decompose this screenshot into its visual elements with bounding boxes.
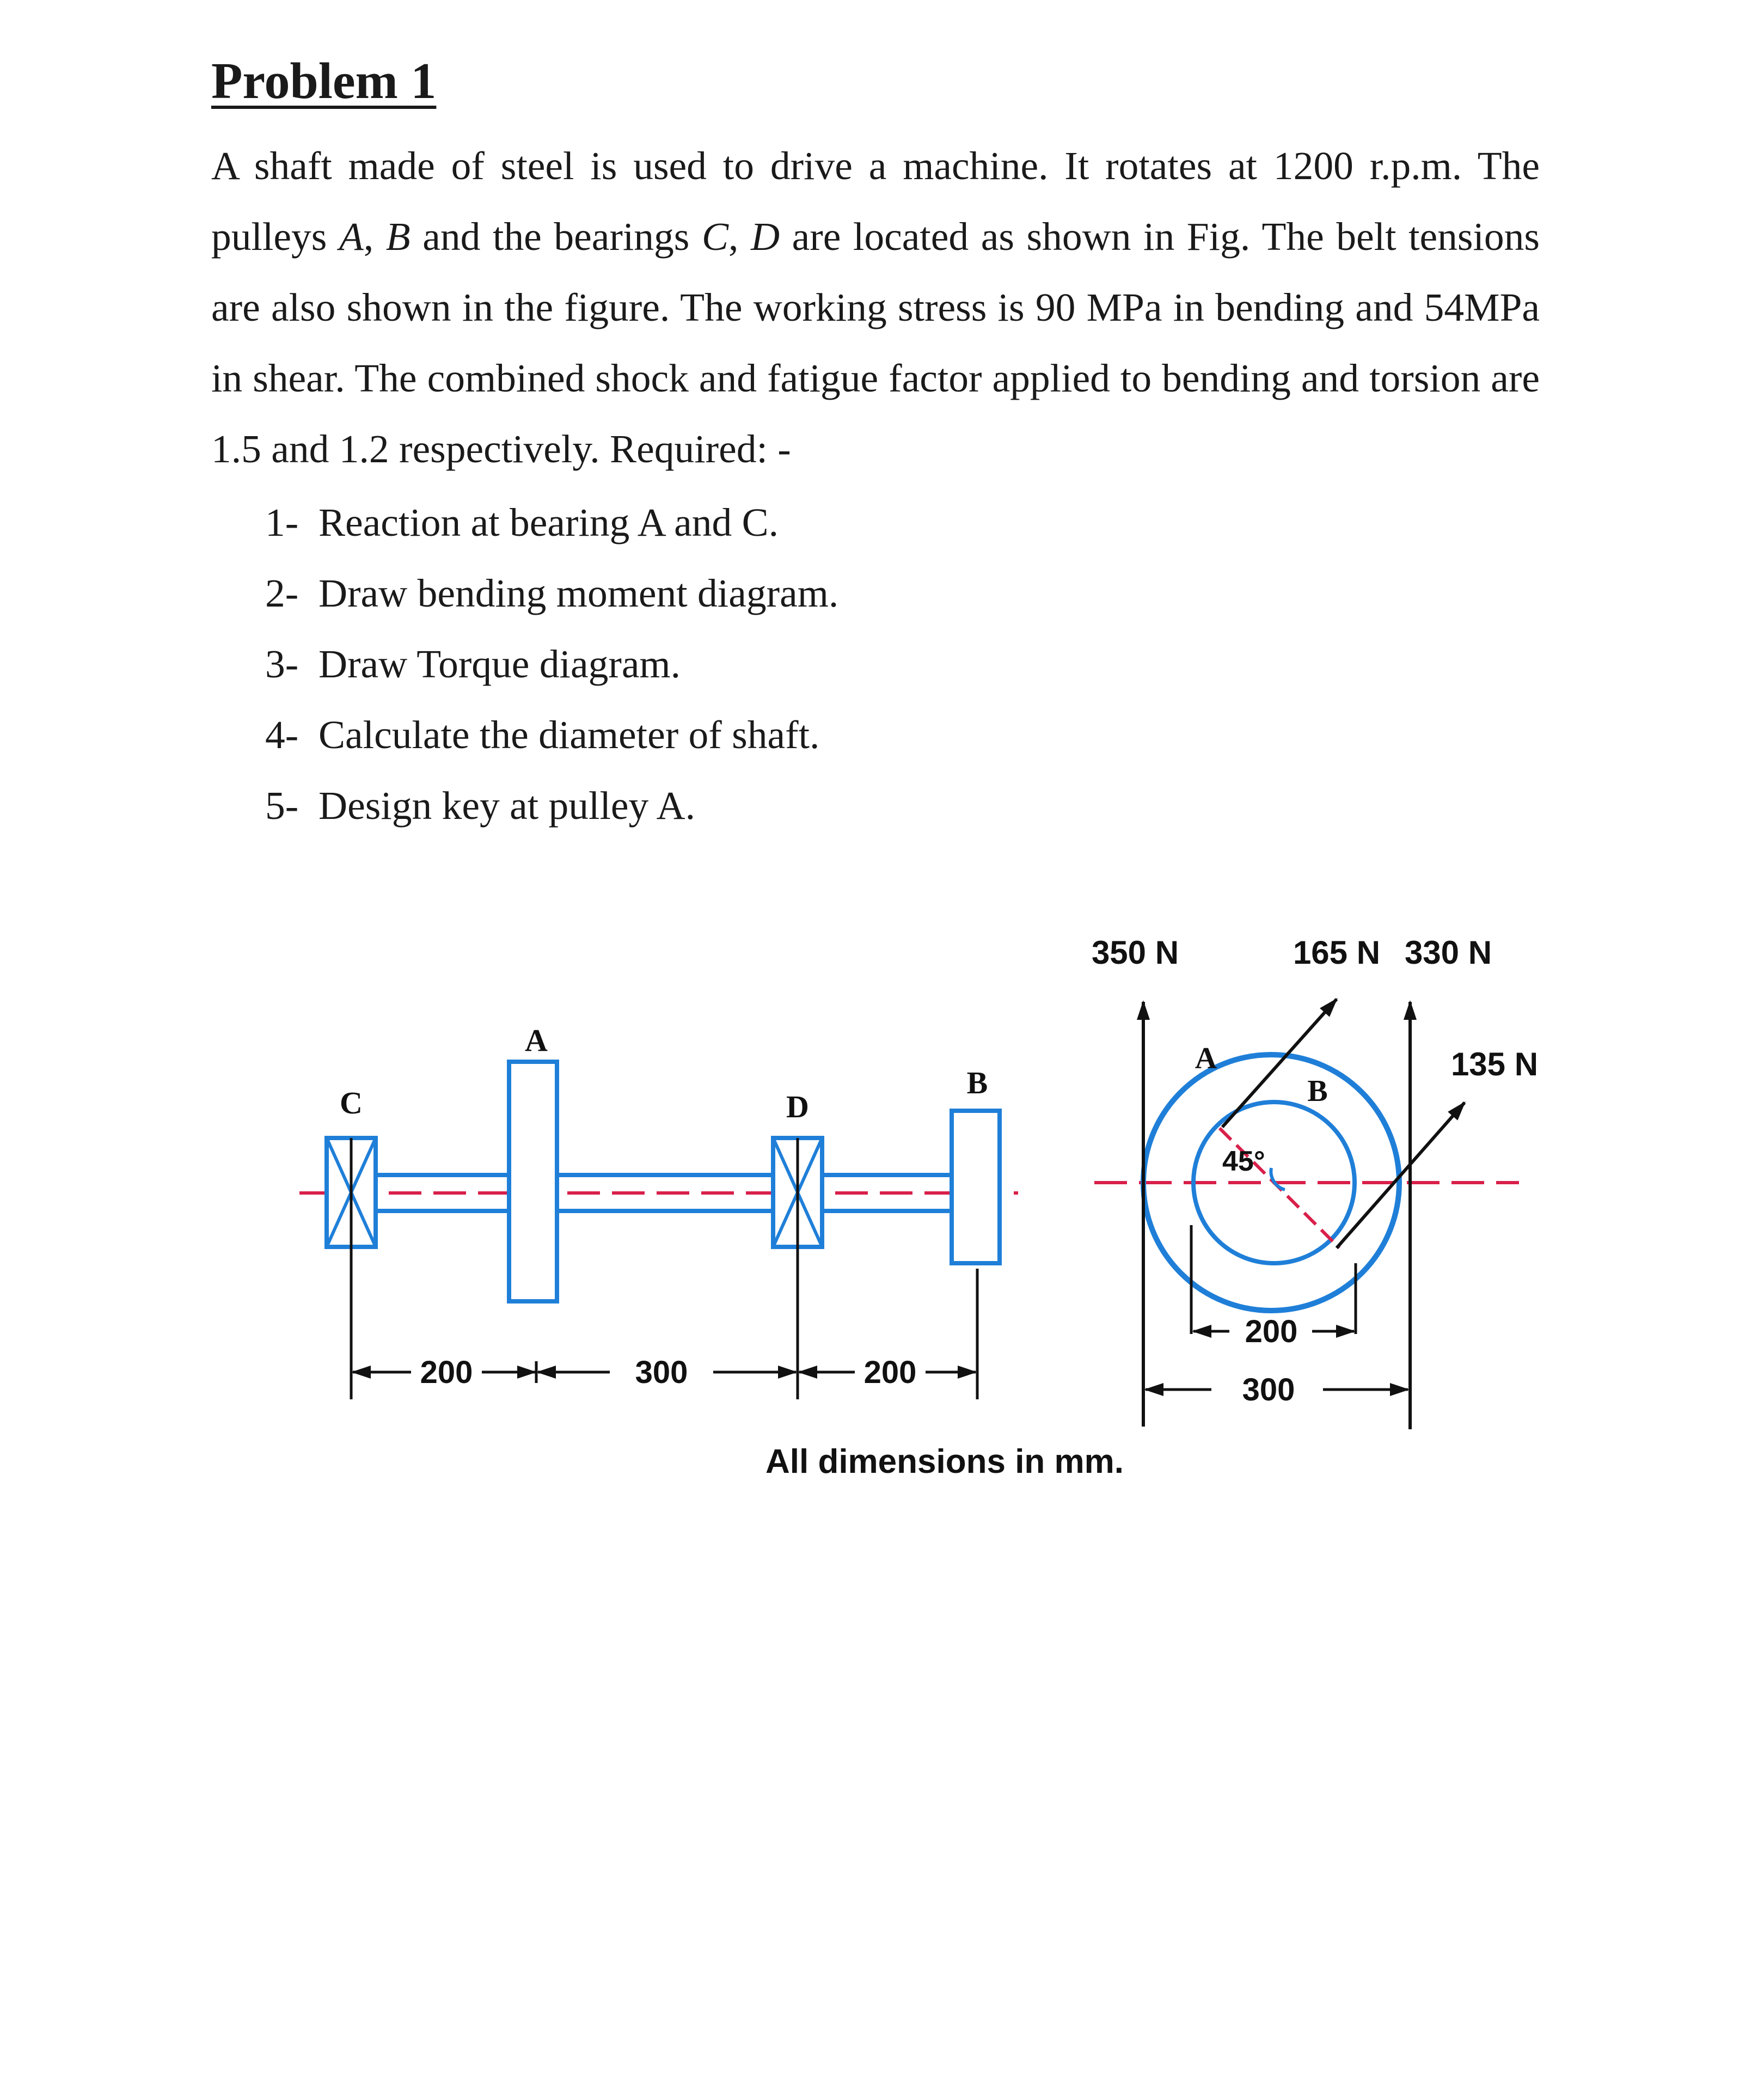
shaft-side-view (299, 1023, 1018, 1399)
label-pulley-a: A (525, 1023, 548, 1058)
pulley-a-circle (1143, 1055, 1399, 1311)
list-item (265, 558, 838, 629)
statement-sep-1: , (363, 215, 386, 259)
label-bearing-d: D (786, 1089, 809, 1124)
force-135 (1337, 1046, 1538, 1248)
end-view (1092, 934, 1538, 1429)
statement-symbol-b: B (385, 215, 411, 259)
requirements-list (265, 487, 838, 841)
dim-label: 200 (420, 1355, 473, 1390)
list-item-text: Reaction at bearing A and C. (318, 500, 779, 544)
figure-caption: All dimensions in mm. (765, 1443, 1124, 1480)
bearing-d (773, 1138, 822, 1247)
pulley-b (952, 1111, 1000, 1263)
list-item (265, 629, 838, 700)
bearing-c (327, 1138, 376, 1247)
list-item-text: Calculate the diameter of shaft. (318, 713, 820, 757)
label-pulley-b: B (966, 1065, 988, 1100)
dim-label: 200 (863, 1355, 917, 1390)
statement-text-2: and the bearings (410, 215, 702, 259)
list-item-text: Draw Torque diagram. (318, 642, 681, 686)
force-350 (1092, 934, 1179, 1427)
list-item (265, 487, 838, 558)
statement-text-1: A shaft made of steel is used to drive a machine. It rotates at 1200 r.p.m. The pulleys (211, 144, 1540, 259)
pulley-a (509, 1062, 557, 1301)
end-dimension-300 (1146, 1372, 1408, 1408)
end-dimension-200 (1193, 1314, 1354, 1349)
statement-symbol-d: D (750, 215, 780, 259)
list-item-text: Draw bending moment diagram. (318, 571, 839, 615)
dim-label: 200 (1245, 1314, 1298, 1349)
statement-text-3: are located as shown in Fig. The belt tensions are also shown in the figure. The working stress is 90 MPa in bending and 54MPa in shear. The combined shock and fatigue factor applied to bending and torsion are 1.5 and 1.2 respectively. Required: - (211, 215, 1540, 471)
statement-symbol-c: C (701, 215, 728, 259)
list-item-text: Design key at pulley A. (318, 784, 696, 828)
force-label: 135 N (1450, 1046, 1539, 1082)
shaft-figure (0, 893, 1764, 1508)
label-end-a: A (1195, 1042, 1217, 1075)
label-end-b: B (1307, 1074, 1328, 1108)
dimension-200-ca (353, 1355, 535, 1390)
label-angle: 45° (1222, 1146, 1265, 1177)
dim-label: 300 (1242, 1372, 1295, 1408)
dim-label: 300 (635, 1355, 688, 1390)
force-label: 165 N (1293, 934, 1381, 971)
force-label: 350 N (1091, 934, 1179, 971)
list-item (265, 770, 838, 841)
list-item-number: 4- (265, 713, 299, 757)
list-item-number: 3- (265, 642, 299, 686)
list-item-number: 1- (265, 500, 299, 544)
problem-statement (211, 131, 1540, 485)
statement-symbol-a: A (339, 215, 364, 259)
label-bearing-c: C (340, 1085, 363, 1121)
list-item (265, 700, 838, 770)
list-item-number: 5- (265, 784, 299, 828)
force-165 (1222, 934, 1380, 1127)
statement-sep-2: , (728, 215, 751, 259)
dimension-200-db (799, 1355, 976, 1390)
dimension-300-ad (538, 1355, 796, 1390)
list-item-number: 2- (265, 571, 299, 615)
force-label: 330 N (1404, 934, 1492, 971)
problem-title: Problem 1 (211, 53, 437, 109)
